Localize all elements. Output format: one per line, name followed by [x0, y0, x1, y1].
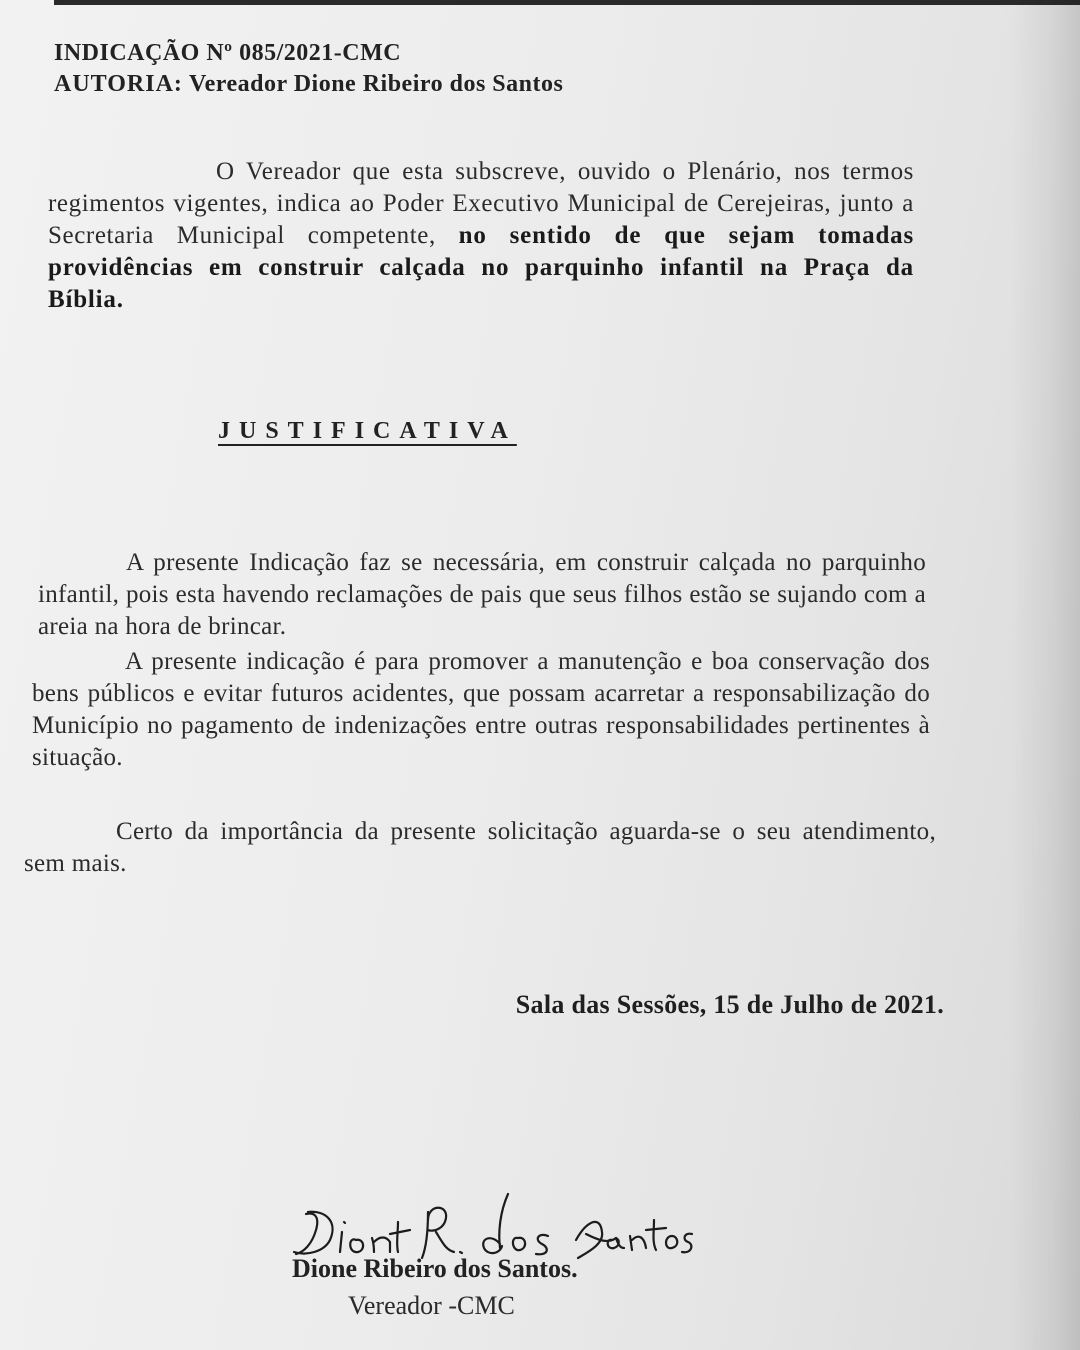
justification-text-1: A presente Indicação faz se necessária, em construir calçada no parquinho infantil, pois esta havendo reclamações de pais que seus filhos estão se sujando com a areia na hora de brincar.: [38, 549, 926, 640]
autoria-label: AUTORIA:: [54, 71, 183, 97]
indicacao-number: INDICAÇÃO Nº 085/2021-CMC: [54, 40, 402, 66]
justification-text-2: A presente indicação é para promover a manutenção e boa conservação dos bens públicos e evitar futuros acidentes, que possam acarretar a responsabilização do Município no pagamento de indenizações entre outras responsabilidades pertinentes à situação.: [32, 648, 930, 771]
justification-heading: JUSTIFICATIVA: [218, 418, 517, 444]
justification-paragraph-1: [38, 547, 926, 643]
signature-text: Dione R. dos Santos: [286, 1280, 295, 1281]
top-border-line: [54, 0, 1080, 5]
closing-text: Certo da importância da presente solicitação aguarda-se o seu atendimento, sem mais.: [24, 818, 936, 877]
signer-role: Vereador -CMC: [348, 1291, 515, 1320]
page-shadow: [1010, 0, 1080, 1350]
indication-paragraph: [48, 156, 914, 316]
signer-name: Dione Ribeiro dos Santos.: [292, 1254, 578, 1283]
autoria-line: [54, 69, 563, 100]
indication-request-bold: no sentido de que sejam tomadas providências em construir calçada no parquinho infantil na Praça da Bíblia.: [48, 222, 914, 313]
justification-paragraph-2: [32, 646, 930, 774]
document-header: [54, 38, 563, 100]
indication-text: O Vereador que esta subscreve, ouvido o Plenário, nos termos regimentos vigentes, indica ao Poder Executivo Municipal de Cerejeiras, junto a Secretaria Municipal competente,: [48, 158, 914, 249]
closing-paragraph: [24, 816, 936, 880]
place-and-date: Sala das Sessões, 15 de Julho de 2021.: [515, 990, 944, 1019]
autoria-value: Vereador Dione Ribeiro dos Santos: [188, 71, 564, 97]
